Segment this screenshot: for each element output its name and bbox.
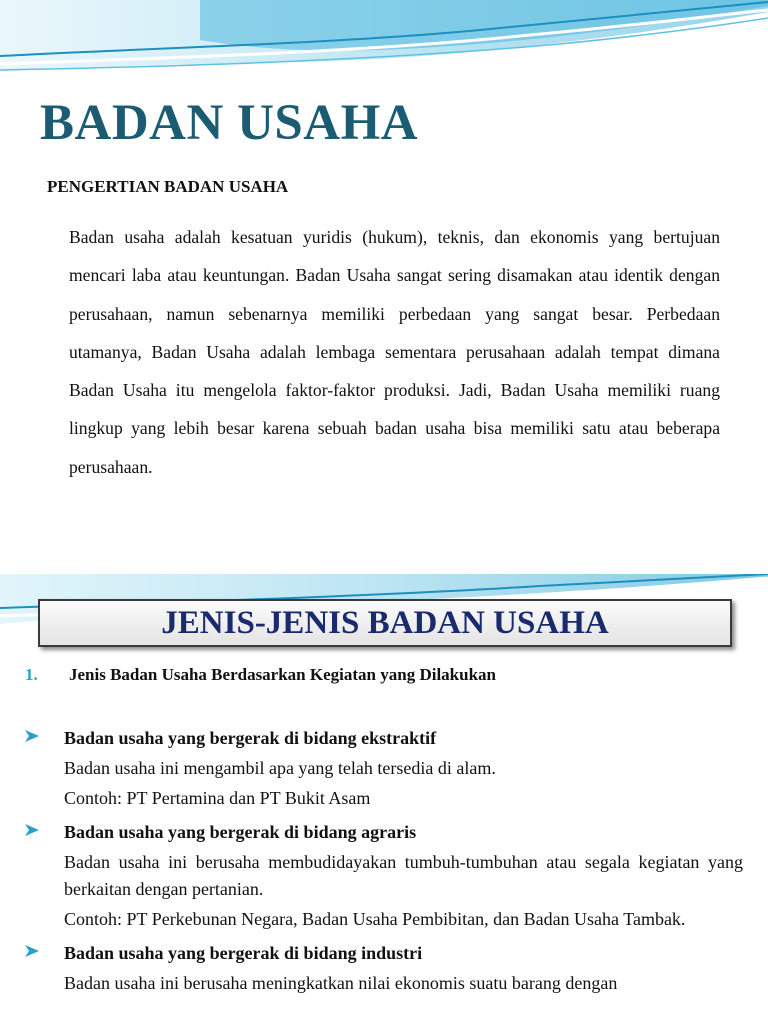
item-example: Contoh: PT Perkebunan Negara, Badan Usaha Pembibitan, dan Badan Usaha Tambak.: [64, 909, 686, 929]
slide-title: JENIS-JENIS BADAN USAHA: [161, 605, 609, 641]
category-list: [25, 724, 743, 997]
slide-2: [0, 574, 768, 1024]
item-description: Badan usaha ini mengambil apa yang telah tersedia di alam.: [64, 758, 496, 778]
item-example: Contoh: PT Pertamina dan PT Bukit Asam: [64, 788, 371, 808]
arrow-bullet-icon: [25, 730, 39, 742]
arrow-bullet-icon: [25, 824, 39, 836]
list-item: [25, 724, 743, 812]
item-heading: Badan usaha yang bergerak di bidang industri: [64, 943, 423, 963]
item-description: Badan usaha ini berusaha meningkatkan nilai ekonomis suatu barang dengan: [64, 973, 618, 993]
item-heading: Badan usaha yang bergerak di bidang ekstraktif: [64, 728, 437, 748]
heading-text: Jenis Badan Usaha Berdasarkan Kegiatan yang Dilakukan: [69, 665, 496, 684]
arrow-bullet-icon: [25, 945, 39, 957]
page-title: BADAN USAHA: [40, 95, 419, 151]
item-description: Badan usaha ini berusaha membudidayakan tumbuh-tumbuhan atau segala kegiatan yang berkaitan dengan pertanian.: [64, 852, 743, 899]
definition-paragraph: Badan usaha adalah kesatuan yuridis (hukum), teknis, dan ekonomis yang bertujuan mencari laba atau keuntungan. Badan Usaha sangat sering disamakan atau identik dengan perusahaan, namun sebenarnya memiliki perbedaan yang sangat besar. Perbedaan utamanya, Badan Usaha adalah lembaga sementara perusahaan adalah tempat dimana Badan Usaha itu mengelola faktor-faktor produksi. Jadi, Badan Usaha memiliki ruang lingkup yang lebih besar karena sebuah badan usaha bisa memiliki satu atau beberapa perusahaan.: [69, 227, 720, 477]
slide-divider: [0, 560, 768, 574]
wave-decoration: [0, 0, 768, 90]
list-item: [25, 818, 743, 933]
list-item: [25, 939, 743, 997]
heading-number: 1.: [25, 665, 38, 684]
numbered-heading: [25, 665, 496, 685]
section-subheading: PENGERTIAN BADAN USAHA: [47, 177, 289, 196]
slide-title-box: [38, 599, 732, 647]
item-heading: Badan usaha yang bergerak di bidang agraris: [64, 822, 417, 842]
